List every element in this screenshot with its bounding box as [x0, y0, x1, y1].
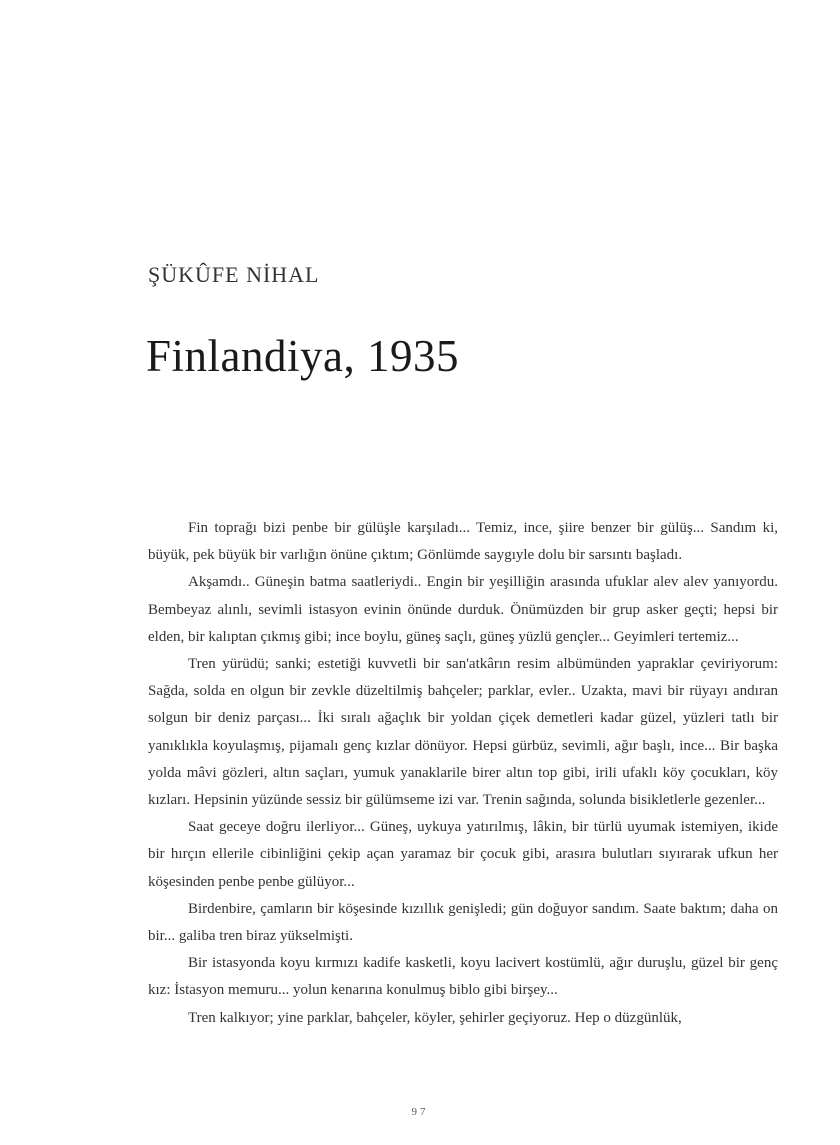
paragraph: Birdenbire, çamların bir köşesinde kızıllık genişledi; gün doğuyor sandım. Saate baktım; daha on bir... galiba tren biraz yükselmişti. [148, 900, 778, 945]
paragraph: Bir istasyonda koyu kırmızı kadife kasketli, koyu lacivert kostümlü, ağır duruşlu, güzel bir genç kız: İstasyon memuru... yolun kenarına konulmuş biblo gibi birşey... [148, 955, 778, 999]
page-number: 97 [411, 1106, 429, 1118]
paragraph: Saat geceye doğru ilerliyor... Güneş, uykuya yatırılmış, lâkin, bir türlü uyumak istemiyen, ikide bir hırçın ellerile cibinliğini çekip açan yaramaz bir çocuk gibi, arasıra bulutları sıyırarak ufkun her köşesinden penbe penbe gülüyor... [148, 819, 778, 890]
paragraph: Fin toprağı bizi penbe bir gülüşle karşıladı... Temiz, ince, şiire benzer bir gülüş... Sandım ki, büyük, pek büyük bir varlığın önüne çıktım; Gönlümde saygıyle dolu bir sarsıntı başladı. [148, 520, 778, 564]
paragraph: Akşamdı.. Güneşin batma saatleriydi.. Engin bir yeşilliğin arasında ufuklar alev alev yanıyordu. Bembeyaz alınlı, sevimli istasyon evinin önünde durduk. Önümüzden bir grup asker geçti; hepsi bir elden, bir kalıptan çıkmış gibi; ince boylu, güneş saçlı, güneş yüzlü gençler... Geyimleri tertemiz... [148, 574, 778, 645]
author-name: ŞÜKÛFE NİHAL [148, 262, 320, 287]
paragraph: Tren yürüdü; sanki; estetiği kuvvetli bir san'atkârın resim albümünden yapraklar çeviriyorum: Sağda, solda en olgun bir zevkle düzeltilmiş bahçeler; parklar, evler.. Uzakta, mavi bir rüyayı andıran solgun bir deniz parçası... İki sıralı ağaçlık bir yoldan çiçek demetleri kadar güzel, yüzleri tatlı bir yanıklıkla koyulaşmış, pijamalı genç kızlar dönüyor. Hepsi gürbüz, sevimli, ağır başlı, ince... Bir başka yolda mâvi gözleri, altın saçları, yumuk yanaklarile birer altın top gibi, irili ufaklı köy çocukları, köy kızları. Hepsinin yüzünde sessiz bir gülümseme izi var. Trenin sağında, solunda bisikletlerle gezenler... [148, 656, 778, 809]
body-text [148, 515, 778, 1032]
paragraph: Tren kalkıyor; yine parklar, bahçeler, köyler, şehirler geçiyoruz. Hep o düzgünlük, [188, 1009, 682, 1026]
chapter-title: Finlandiya, 1935 [146, 331, 459, 381]
